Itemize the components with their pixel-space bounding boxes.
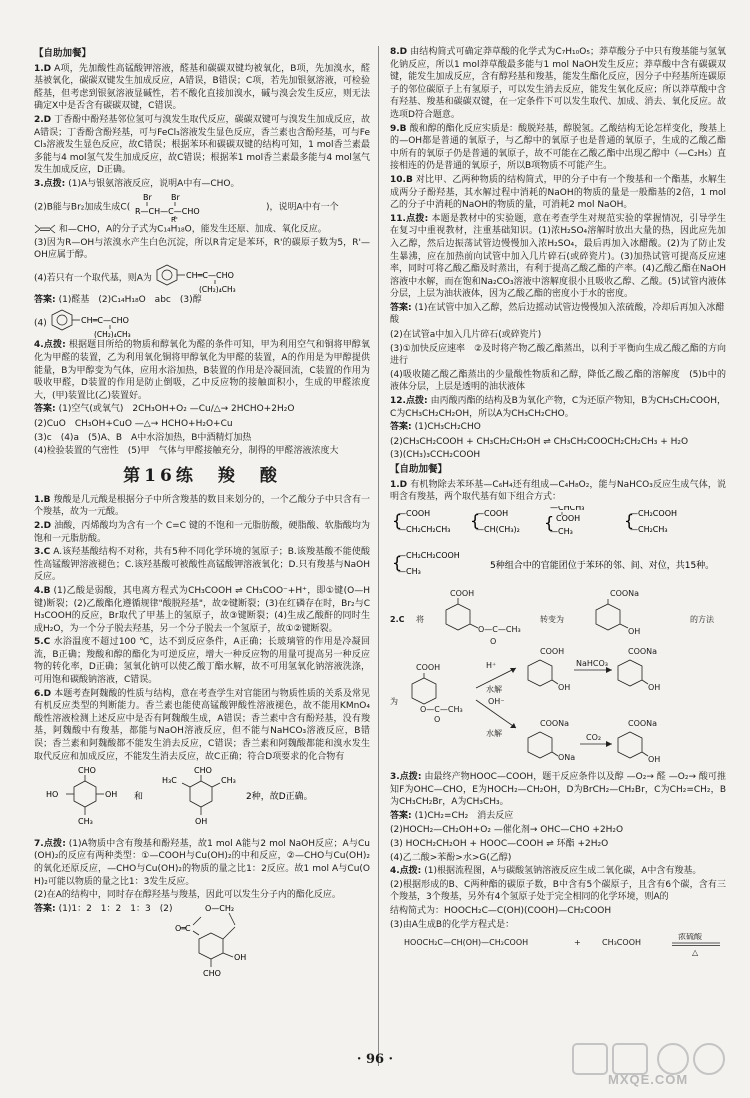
answer-text: (1)醛基 (2)C₁₄H₁₈O abc (3)醇 [58, 294, 202, 305]
item3-b: (3)因为R—OH与浓溴水产生白色沉淀，所以R肯定是苯环，R'的碳原子数为5，R'—OH应属于醇。 [34, 237, 370, 261]
svg-text:OH: OH [558, 683, 571, 693]
svg-text:—CH₃: —CH₃ [398, 566, 421, 576]
item-text: 羧酸是几元酸是根据分子中所含羧基的数目来划分的，一个乙酸分子中只含有一个羧基，故为一元酸。 [34, 494, 370, 518]
item2-text-d: 为 [390, 697, 398, 707]
answer-item-1 [34, 63, 370, 113]
svg-text:—COOH: —COOH [476, 508, 509, 518]
item-text: 本题考查阿魏酸的性质与结构，意在考查学生对官能团与物质性质的关系及常见有机反应类型的判断能力。香兰素也能使高锰酸钾酸性溶液褪色，故不能用KMnO₄酸性溶液检测上述反应中是否有阿魏酸生成，A错误；香兰素中含有酚羟基，没有羧基，阿魏酸中有羧基，都能与NaOH溶液反应，但不能与NaHCO₃溶液反应，B错误；香兰素和阿魏酸都不能发生消去反应，C错误；香兰素和阿魏酸都能和溴水发生取代反应和加成反应，不能发生消去反应，故C正确；符合D项要求的化合物有 [34, 688, 370, 762]
svg-text:COONa: COONa [628, 719, 658, 729]
item3-a [34, 223, 370, 236]
svg-text:COOH: COOH [556, 513, 581, 523]
label-hydrolysis-2: 水解 [486, 729, 502, 739]
answer-b5 [34, 636, 370, 686]
svg-text:ONa: ONa [558, 753, 576, 763]
equation-right: CH₃COOH [602, 938, 642, 948]
svg-text:O: O [434, 715, 441, 725]
svg-text:COOH: COOH [416, 663, 441, 673]
svg-text:CH₃: CH₃ [221, 776, 236, 786]
answer-4-line4: (4)检验装置的气密性 (5)甲 气体与甲醛接触充分，制得的甲醛溶液浓度大 [34, 446, 339, 457]
watermark-text: MXQE.COM [608, 1072, 689, 1087]
svg-text:—CHCH₃: —CHCH₃ [550, 505, 585, 512]
equation-left: HOOCH₂C—CH(OH)—CH₂COOH [404, 938, 529, 948]
item3-br-tail: )，说明A中有一个 [265, 202, 339, 213]
answer-b3 [34, 546, 370, 584]
aspirin-conversion-diagram [390, 588, 726, 764]
svg-text:{: { [624, 510, 635, 530]
answer-3-part4-label: (4) [34, 318, 47, 329]
item-number: 1.B [34, 494, 51, 505]
item-number: 11.点拨: [390, 213, 429, 224]
item-text: A.该羟基酸结构不对称，共有5种不同化学环境的氢原子；B.该羧基酸不能使酸性高锰酸钾溶液褪色；C.该羟基酸可被酸性高锰酸钾溶液氧化；D.只有羧基与NaOH反应。 [34, 547, 370, 583]
item-number: 10.B [390, 174, 413, 185]
chapter-title: 第16练 羧 酸 [123, 465, 281, 486]
item-number: 4.点拨: [34, 340, 66, 351]
answer-r11 [390, 213, 726, 301]
item-number: 2.D [34, 114, 52, 125]
svg-text:CH═C—CHO: CH═C—CHO [80, 316, 129, 326]
answer-rb3 [390, 771, 726, 809]
double-bond-icon [34, 223, 56, 235]
svg-text:O═: O═ [175, 923, 187, 933]
svg-text:O—C—CH₃: O—C—CH₃ [420, 705, 463, 715]
item3-bromine-line [34, 192, 370, 222]
answer-r12 [390, 395, 726, 420]
combination-summary: 5种组合中的官能团位于苯环的邻、间、对位，共15种。 [490, 560, 715, 571]
catalyst-label: 浓硫酸 [678, 933, 702, 942]
svg-text:OH: OH [195, 817, 208, 827]
item6-structure-pair [34, 765, 370, 831]
answer-item-7 [34, 838, 370, 888]
answer-r10 [390, 174, 726, 212]
svg-text:COONa: COONa [628, 647, 658, 657]
svg-text:—CH₂CH₃: —CH₂CH₃ [630, 524, 668, 534]
answer-r8 [390, 46, 726, 122]
answer-block-rb3 [390, 810, 726, 823]
answer-label: 答案: [34, 294, 56, 305]
phenyl-cinnamaldehyde-structure-answer [50, 308, 200, 338]
svg-text:{: { [392, 552, 403, 572]
label-co2: CO₂ [586, 733, 602, 743]
answer-11-line: (2)在试管a中加入几片碎石(或碎瓷片) [390, 330, 542, 341]
answer-block-11 [390, 302, 726, 327]
answer-3-part4 [34, 308, 370, 338]
svg-text:O—C—CH₃: O—C—CH₃ [478, 625, 521, 635]
svg-text:Br: Br [143, 192, 152, 202]
item-number: 8.D [390, 47, 408, 57]
svg-text:CH═C—CHO: CH═C—CHO [185, 270, 234, 280]
item-text: 由最终产物HOOC—COOH，题干反应条件以及醇 —O₂→ 醛 —O₂→ 酸可推知F为OHC—CHO，E为HOCH₂—CH₂OH，D为BrCH₂—CH₂Br，C为CH₂=CH₂，B为CH₃CH₂Br，A为CH₃CH₃。 [390, 771, 726, 808]
substituent-combinations [390, 506, 726, 587]
svg-text:—CH₂COOH: —CH₂COOH [630, 508, 678, 518]
svg-text:—CH(CH₃)₂: —CH(CH₃)₂ [476, 524, 520, 534]
svg-text:Br: Br [171, 192, 180, 202]
section-header-self-help: 【自助加餐】 [34, 48, 92, 59]
answer-b4 [34, 585, 370, 635]
item-number: 3.C [34, 547, 51, 558]
item-number: 6.D [34, 688, 52, 699]
svg-text:HO: HO [46, 790, 59, 800]
item-text: 对比甲、乙两种物质的结构简式，甲的分子中有一个羧基和一个酯基，水解生成两分子酚羟基，其水解过程中消耗的NaOH的物质的量是一般酯基的2倍，1 mol乙的分子中消耗的NaOH的物质的量，可消耗2 mol NaOH。 [390, 174, 726, 211]
item-text: (1)A物质中含有羧基和酚羟基，故1 mol A能与2 mol NaOH反应；A与Cu(OH)₂的反应有两种类型：①—COOH与Cu(OH)₂的中和反应，②—CHO与Cu(OH)₂的氧化还原反应，—CHO与Cu(OH)₂的物质的量之比1：2反应。故1 mol A与Cu(OH)₂可能以物质的量之比1：3发生反应。 [34, 838, 370, 887]
answer-r9 [390, 123, 726, 173]
answer-label: 答案: [34, 903, 56, 914]
svg-text:{: { [470, 510, 481, 530]
answer-rb4-d: (3)由A生成B的化学方程式是： [390, 919, 515, 930]
answer-rb3-line: (3) HOCH₂CH₂OH + HOOC—COOH ⇌ 环酯 +2H₂O [390, 838, 609, 849]
answer-rb1 [390, 479, 726, 504]
item3-a-text: 和—CHO，A的分子式为C₁₄H₁₈O，能发生还原、加成、氧化反应。 [58, 224, 327, 235]
answer-label: 答案: [390, 302, 412, 313]
answer-rb4 [390, 865, 726, 878]
label-hydrolysis-1: 水解 [486, 685, 502, 695]
item3-br-text: (2)B能与Br₂加成生成C( [34, 202, 131, 213]
item3-c [34, 263, 370, 293]
item-text: 油酸，丙烯酸均为含有一个 C=C 键的不饱和一元脂肪酸，硬脂酸、软脂酸均为饱和一元脂肪酸。 [34, 520, 370, 544]
answer-12-line: (3)(CH₃)₃CCH₂COOH [390, 450, 481, 461]
item-number: 3.点拨: [34, 178, 66, 189]
answer-text: (1)1：2 1：2 1：3 (2) [58, 903, 173, 914]
item-text: 根据题目所给的物质和醇氧化为醛的条件可知，甲为利用空气和铜将甲醇氧化为甲醛的装置，乙为利用氧化铜将甲醇氧化为甲醛的装置，A的作用是为甲醇提供能量，B为甲醇变为气体，应用水浴加热，B装置的作用是冷凝回流，C装置的作用为吸收甲醛，D装置的作用是防止倒吸，乙中反应物的接触面积小，生成的甲醛浓度大，(甲)装置比(乙)装置好。 [34, 340, 371, 401]
item2-text-c: 的方法 [690, 615, 714, 625]
svg-text:{: { [544, 512, 555, 532]
answer-b6 [34, 688, 370, 764]
equation-plus: + [574, 938, 581, 948]
item-text: (1)乙酸是弱酸，其电离方程式为CH₃COOH ⇌ CH₃COO⁻+H⁺，即①键(O—H键)断裂；(2)乙酸酯化遵循规律"酸脱羟基"，故②键断裂；(3)在红磷存在时，Br₂与CH₃COOH的反应，Br取代了甲基上的氢原子，故③键断裂；(4)生成乙酸酐的同时生成H₂O，为一个分子脱去羟基，另一个分子脱去一个氢原子，故①②键断裂。 [34, 585, 370, 634]
heat-label: △ [692, 948, 699, 958]
svg-text:(CH₂)₄CH₃: (CH₂)₄CH₃ [93, 330, 131, 339]
svg-text:CH₃: CH₃ [78, 817, 93, 827]
item-text: A项，先加酸性高锰酸钾溶液，醛基和碳碳双键均被氧化，B项，先加溴水，醛基被氧化，碳碳双键发生加成反应，A错误，B错误；C项，若先加银氨溶液，可检验醛基，但考虑到银氨溶液显碱性，若不酸化直接加溴水，碱与溴会发生反应，则无法确定X中是否含有碳碳双键，C错误。 [34, 63, 370, 112]
item-number: 2.D [34, 520, 52, 531]
svg-text:—CH₂CH₂COOH: —CH₂CH₂COOH [398, 550, 460, 560]
svg-text:R—CH—C—CHO: R—CH—C—CHO [135, 206, 200, 216]
svg-text:OH: OH [105, 790, 118, 800]
item-number: 1.D [390, 479, 408, 490]
item-text: 由丙酸丙酯的结构及B为氧化产物，C为还原产物知，B为CH₃CH₂COOH，C为CH₃CH₂CH₂OH，所以A为CH₃CH₂CHO。 [390, 396, 726, 419]
item6-and: 和 [134, 792, 144, 803]
svg-text:OH: OH [628, 627, 641, 637]
answer-4-line3: (3)c (4)a (5)A、B A中水浴加热，B中酒精灯加热 [34, 432, 252, 443]
page-number: · 96 · [356, 1052, 394, 1067]
item-text: (1)根据流程图，A与碳酸氢钠溶液反应生成二氧化碳，A中含有羧基。 [424, 866, 702, 877]
item-text: 水浴温度不超过100 ℃，达不到反应条件，A正确；长玻璃管的作用是冷凝回流，B正确；羧酸和醇的酯化为可逆反应，增大一种反应物的用量可提高另一种反应物的转化率，D正确；氢氧化钠可以使乙酸丁酯水解，故不可用氢氧化钠溶液洗涤，可用饱和碳酸钠溶液，C错误。 [34, 637, 370, 686]
answer-item-7b: (2)在A的结构中，同时存在醇羟基与羧基，因此可以发生分子内的酯化反应。 [34, 890, 341, 901]
answer-11-line: (3)①加快反应速率 ②及时将产物乙酸乙酯蒸出，以利于平衡向生成乙酸乙酯的方向进行 [390, 343, 726, 367]
item-number: 1.D [34, 63, 52, 74]
svg-text:COONa: COONa [540, 719, 570, 729]
answer-item-4 [34, 339, 370, 402]
svg-text:H₃C: H₃C [162, 776, 177, 786]
answer-11-line: (4)吸收随乙酸乙酯蒸出的少量酸性物质和乙醇，降低乙酸乙酯的溶解度 (5)b中的液体分层，上层是透明的油状液体 [390, 369, 726, 393]
item2-number: 2.C [390, 615, 405, 625]
item-number: 9.B [390, 123, 407, 134]
right-column [390, 46, 726, 970]
answer-item-2 [34, 114, 370, 177]
label-hydroxide: OH⁻ [488, 697, 505, 707]
svg-text:—CH₃: —CH₃ [550, 526, 573, 536]
answer-line: (1)空气(或氧气) 2CH₃OH+O₂ —Cu/△→ 2HCHO+2H₂O [58, 404, 295, 415]
answer-item-3 [34, 178, 370, 191]
svg-text:R': R' [171, 215, 178, 222]
svg-text:—CH₂CH₂CH₃: —CH₂CH₂CH₃ [398, 524, 451, 534]
final-equation [390, 933, 726, 968]
answer-block-4 [34, 403, 370, 416]
item-number: 5.C [34, 637, 51, 648]
item-number: 3.点拨: [390, 771, 422, 782]
answer-label: 答案: [34, 404, 56, 415]
section-header-self-help-2: 【自助加餐】 [390, 464, 448, 475]
substituent-combination-diagram [390, 506, 726, 582]
item-number: 4.B [34, 585, 51, 596]
item-text: (1)A与银氨溶液反应，说明A中有—CHO。 [68, 178, 240, 189]
svg-text:COOH: COOH [450, 589, 475, 599]
svg-text:O—CH₂: O—CH₂ [205, 903, 235, 913]
svg-text:O: O [490, 637, 497, 647]
item2-text-a: 将 [416, 615, 424, 625]
lactone-structure [175, 903, 295, 979]
svg-text:OH: OH [648, 755, 661, 765]
answer-4-line2: (2)CuO CH₃OH+CuO —△→ HCHO+H₂O+Cu [34, 418, 233, 429]
phenyl-cinnamaldehyde-structure [155, 263, 305, 293]
svg-text:—COOH: —COOH [398, 508, 431, 518]
answer-rb4-c: 结构简式为：HOOCH₂C—C(OH)(COOH)—CH₂COOH [390, 905, 612, 916]
svg-text:CHO: CHO [203, 968, 222, 978]
column-divider [378, 46, 379, 1066]
svg-text:CHO: CHO [194, 766, 212, 776]
answer-b1 [34, 494, 370, 519]
svg-text:C: C [185, 923, 191, 933]
item-text: 酸和醇的酯化反应实质是：酸脱羟基，醇脱氢。乙酸结构无论怎样变化，羧基上的—OH都是普通的氧原子，与乙醇中的氧原子也是普通的氧原子，生成的乙酸乙酯中所有的氧原子仍是普通的氧原子，故不可能在乙酸乙酯中出现乙醇中（—C₂H₅）直接相连的仍是普通的氧原子，所以B项物质不可能产生。 [390, 123, 726, 172]
svg-text:{: { [392, 510, 403, 530]
answer-rb4-b: (2)根据形成的B、C两种酯的碳原子数，B中含有5个碳原子，且含有6个碳，含有三个羧基，3个羧基，另外有4个氢原子处于完全相同的化学环境，则A的 [390, 879, 726, 903]
label-nahco3: NaHCO₃ [576, 659, 608, 669]
svg-text:COONa: COONa [610, 589, 640, 599]
answer-line: (1)在试管中加入乙醇，然后边摇动试管边慢慢加入浓硫酸，冷却后再加入冰醋酸 [390, 302, 725, 326]
answer-label: 答案: [390, 422, 412, 433]
label-h-plus: H⁺ [486, 661, 497, 671]
item-number: 7.点拨: [34, 838, 66, 849]
dibromo-structure [133, 192, 263, 222]
svg-text:(CH₂)₄CH₃: (CH₂)₄CH₃ [198, 284, 236, 293]
svg-text:COOH: COOH [540, 647, 565, 657]
answer-line: (1)CH₂=CH₂ 消去反应 [414, 810, 514, 821]
esterification-equation [390, 933, 726, 963]
svg-text:OH: OH [648, 683, 661, 693]
answer-block-3 [34, 294, 370, 307]
item3-c-text: (4)若只有一个取代基，则A为 [34, 273, 152, 284]
item-text: 由结构简式可确定莽草酸的化学式为C₇H₁₀O₅；莽草酸分子中只有羧基能与氢氧化钠反应，所以1 mol莽草酸最多能与1 mol NaOH发生反应；莽草酸中含有碳碳双键，能发生加成反应，含有醇羟基和羧基，能发生酯化反应，因分子中羟基所连碳原子的邻位碳原子上有氢原子，可以发生消去反应，能发生氧化反应；所以莽草酸中含有羟基、羧基和碳碳双键，在一定条件下可以发生取代、加成、消去、氧化反应。故选项D符合题意。 [390, 47, 726, 120]
answer-label: 答案: [390, 810, 412, 821]
answer-line: (1)CH₃CH₂CHO [414, 422, 481, 433]
answer-block-12 [390, 421, 726, 434]
left-column [34, 46, 370, 981]
answer-block-7 [34, 903, 370, 979]
answer-rb3-line: (2)HOCH₂—CH₂OH+O₂ —催化剂→ OHC—CHO +2H₂O [390, 825, 624, 836]
item2-text-b: 转变为 [540, 615, 564, 625]
svg-text:OH: OH [234, 952, 247, 962]
answer-b2 [34, 520, 370, 545]
item6-structures [34, 765, 370, 836]
item6-tail: 2种，故D正确。 [246, 792, 313, 803]
item-text: 本题是教材中的实验题，意在考查学生对规范实验的掌握情况，引导学生在复习中重视教材，注重基础知识。(1)浓H₂SO₄溶解时放出大量的热，因此应先加入乙醇，然后边振荡试管边慢慢加入浓H₂SO₄，最后再加入冰醋酸。(2)为了防止发生暴沸，应在加热前向试管中加入几片碎石(或碎瓷片)。(3)加热试管可提高反应速率，同时可将乙酸乙酯及时蒸出，有利于提高乙酸乙酯的产率。(4)乙酸乙酯在NaOH溶液中水解，而在饱和Na₂CO₃溶液中溶解度很小且吸收乙醇、乙酸。(5)试管内液体分层，上层为油状液体，因为乙酸乙酯的密度小于水的密度。 [390, 213, 726, 300]
item-text: 丁香酚中酚羟基邻位氢可与溴发生取代反应，碳碳双键可与溴发生加成反应，故A错误；丁香酚含酚羟基，可与FeCl₃溶液发生显色反应，香兰素也含酚羟基，可与FeCl₃溶液发生显色反应，故C错误；根据苯环和碳碳双键的结构可知，1 mol香兰素最多能与4 mol氢气发生加成反应，故C错误；根据苯1 mol香兰素最多能与4 mol氢气发生加成反应，D正确。 [34, 114, 370, 176]
item2-conversion [390, 588, 726, 769]
svg-text:CHO: CHO [78, 766, 96, 776]
item-number: 4.点拨: [390, 866, 422, 877]
answer-rb3-line: (4)乙二酸>苯酚>水>G(乙醇) [390, 852, 512, 863]
answer-12-line: (2)CH₃CH₂COOH + CH₃CH₂CH₂OH ⇌ CH₃CH₂COOCH₂CH₂CH₃ + H₂O [390, 436, 689, 447]
item-text: 有机物除去苯环基—C₆H₄还有组成—C₄H₈O₂，能与NaHCO₃反应生成气体，说明含有羧基，两个取代基有如下组合方式： [390, 479, 726, 503]
item-number: 12.点拨: [390, 396, 428, 407]
